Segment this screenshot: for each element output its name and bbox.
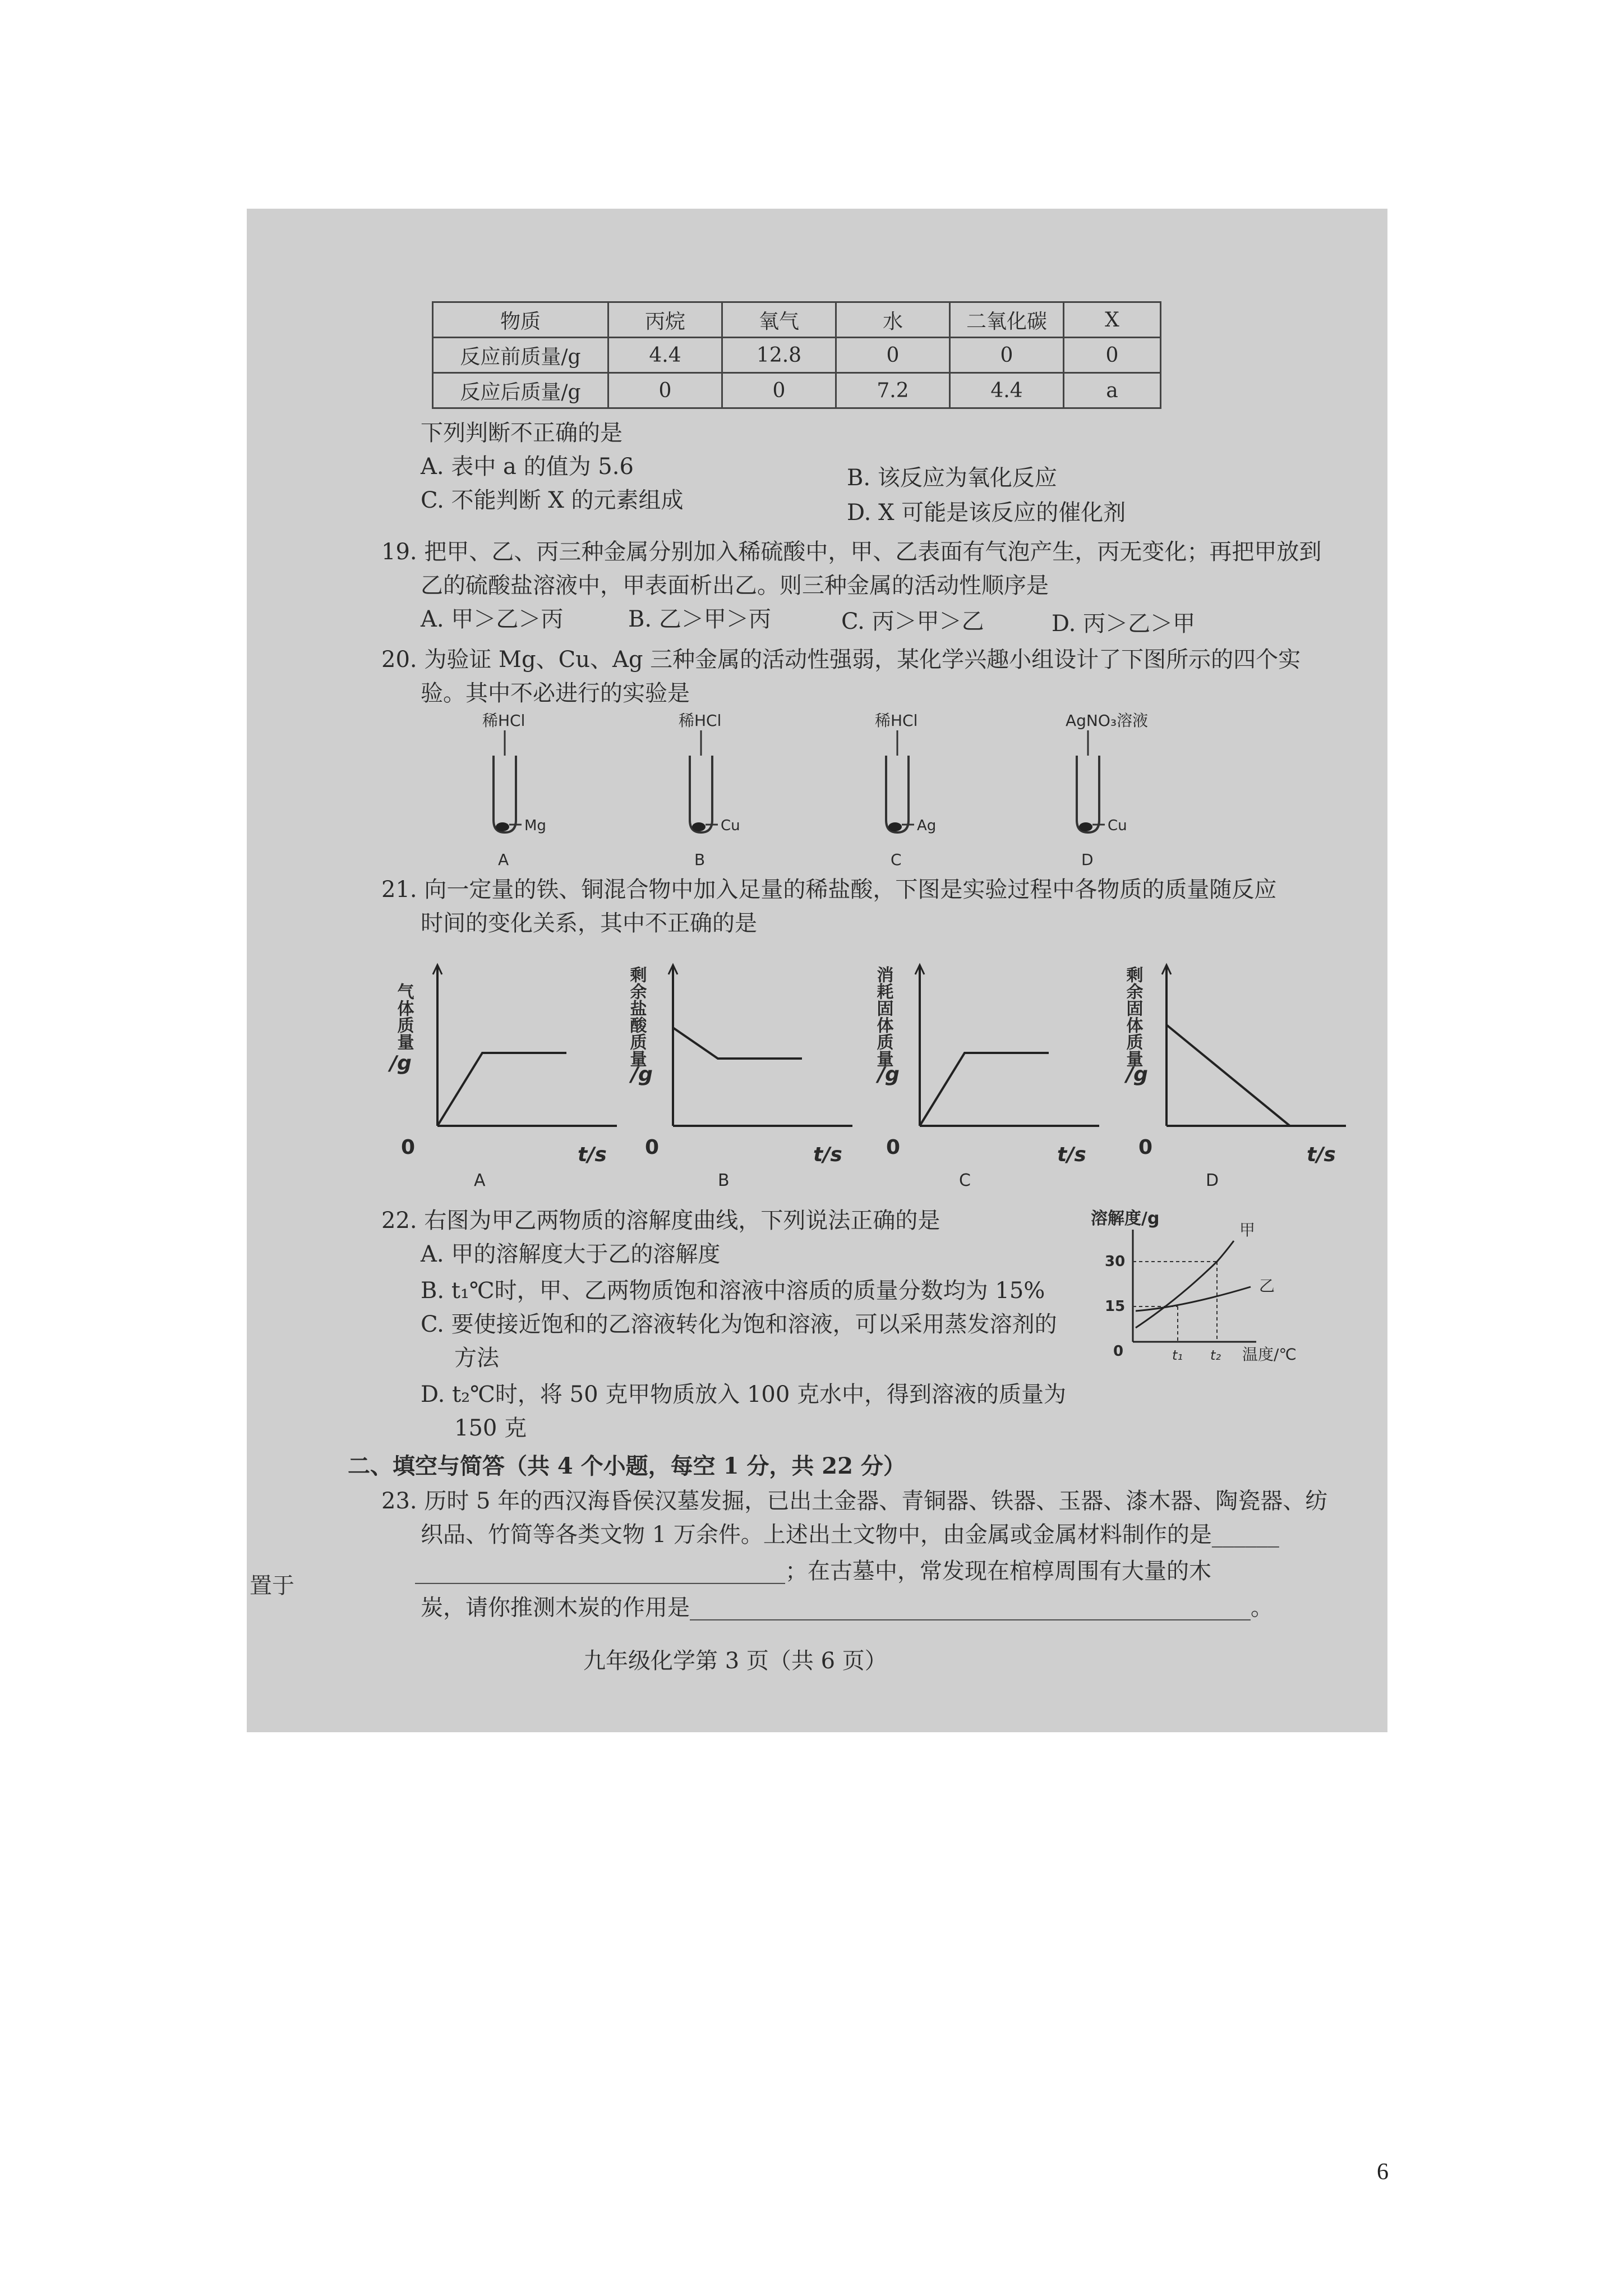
reagent-label: AgNO₃溶液 — [1066, 711, 1149, 730]
table-cell: 0 — [836, 338, 950, 373]
q22-option-c: C. 要使接近饱和的乙溶液转化为饱和溶液，可以采用蒸发溶剂的 — [421, 1312, 1057, 1337]
origin-label: 0 — [645, 1136, 660, 1159]
page-number: 6 — [1377, 2159, 1389, 2185]
metal-label: Mg — [524, 817, 546, 834]
metal-label: Ag — [917, 817, 937, 834]
q18-stem: 下列判断不正确的是 — [421, 420, 623, 446]
test-tube-c — [875, 711, 936, 869]
reagent-label: 稀HCl — [875, 711, 918, 730]
option-label: A — [498, 850, 509, 869]
q23-line3: _________________________________；在古墓中，常发现在棺椁周围有大量的木 — [415, 1558, 1211, 1584]
q18-option-a: A. 表中 a 的值为 5.6 — [421, 454, 634, 480]
q21-line1: 21. 向一定量的铁、铜混合物中加入足量的稀盐酸，下图是实验过程中各物质的质量随反应 — [381, 877, 1277, 903]
option-label: D — [1081, 850, 1094, 869]
table-row — [433, 373, 1161, 408]
graph-label: A — [474, 1171, 486, 1190]
graph-label: D — [1206, 1171, 1219, 1190]
origin-label: 0 — [886, 1136, 901, 1159]
q18-option-d: D. X 可能是该反应的催化剂 — [847, 500, 1126, 526]
q20-line1: 20. 为验证 Mg、Cu、Ag 三种金属的活动性强弱，某化学兴趣小组设计了下图所示的四个实 — [381, 647, 1301, 673]
x-axis-label: t/s — [578, 1143, 607, 1166]
q22-option-d: D. t₂℃时，将 50 克甲物质放入 100 克水中，得到溶液的质量为 — [421, 1382, 1067, 1407]
table-cell: 反应后质量/g — [433, 373, 608, 408]
q19-option-a: A. 甲＞乙＞丙 — [421, 606, 564, 632]
y-tick-30: 30 — [1105, 1253, 1126, 1270]
table-cell: a — [1064, 373, 1161, 408]
y-axis-unit: /g — [390, 1052, 412, 1075]
y-axis-label: 消耗固体质量 — [873, 966, 893, 1067]
table-header-row — [433, 302, 1161, 338]
y-axis-label: 气体质量 — [394, 983, 414, 1050]
q21-line2: 时间的变化关系，其中不正确的是 — [421, 910, 757, 936]
origin-label: 0 — [1113, 1343, 1124, 1360]
page-footer: 九年级化学第 3 页（共 6 页） — [583, 1648, 887, 1674]
q22-option-a: A. 甲的溶解度大于乙的溶解度 — [421, 1241, 721, 1267]
y-axis-unit: /g — [631, 1063, 653, 1086]
curve — [1166, 1025, 1290, 1126]
origin-label: 0 — [401, 1136, 416, 1159]
y-axis-unit: /g — [1126, 1063, 1148, 1086]
q18-option-b: B. 该反应为氧化反应 — [847, 465, 1057, 491]
series-yi-label: 乙 — [1259, 1277, 1275, 1295]
q22-option-c-cont: 方法 — [454, 1345, 499, 1371]
graph-d — [1123, 965, 1347, 1190]
origin-label: 0 — [1138, 1136, 1153, 1159]
metal-sample — [496, 822, 509, 831]
metal-label: Cu — [1108, 817, 1127, 834]
q22-solubility-chart — [1088, 1202, 1335, 1375]
curve — [920, 1053, 1049, 1126]
q22-option-b: B. t₁℃时，甲、乙两物质饱和溶液中溶质的质量分数均为 15% — [421, 1278, 1045, 1304]
metal-sample — [1079, 822, 1092, 831]
table-cell: 7.2 — [836, 373, 950, 408]
graph-label: B — [718, 1171, 730, 1190]
tube-outline — [886, 756, 909, 832]
curve — [673, 1028, 802, 1059]
q23-line1: 23. 历时 5 年的西汉海昏侯汉墓发掘，已出土金器、青铜器、铁器、玉器、漆木器、陶瓷器、纺 — [381, 1488, 1328, 1514]
tube-outline — [494, 756, 516, 832]
test-tube-a — [482, 711, 546, 869]
q23-line2: 织品、竹简等各类文物 1 万余件。上述出土文物中，由金属或金属材料制作的是______ — [421, 1522, 1279, 1548]
y-tick-15: 15 — [1105, 1298, 1126, 1315]
q22-stem: 22. 右图为甲乙两物质的溶解度曲线，下列说法正确的是 — [381, 1208, 940, 1234]
graph-label: C — [959, 1171, 971, 1190]
y-axis-label: 溶解度/g — [1091, 1209, 1160, 1228]
q19-option-d: D. 丙＞乙＞甲 — [1052, 611, 1196, 637]
q23-line4: 炭，请你推测木炭的作用是__________________________________________________。 — [421, 1595, 1273, 1621]
section2-title: 二、填空与简答（共 4 个小题，每空 1 分，共 22 分） — [348, 1453, 906, 1479]
y-axis-label: 剩余盐酸质量 — [626, 966, 647, 1067]
x-axis-label: 温度/℃ — [1242, 1345, 1297, 1364]
x-tick-t2: t₂ — [1210, 1347, 1221, 1363]
table-cell: 丙烷 — [608, 302, 722, 338]
curve — [437, 1053, 566, 1126]
x-tick-t1: t₁ — [1172, 1347, 1183, 1363]
table-cell: 0 — [608, 373, 722, 408]
series-jia-label: 甲 — [1239, 1221, 1256, 1239]
metal-sample — [692, 822, 706, 831]
option-label: B — [694, 850, 706, 869]
metal-label: Cu — [721, 817, 740, 834]
test-tube-d — [1066, 711, 1148, 869]
table-cell: 物质 — [433, 302, 608, 338]
q20-test-tubes — [460, 702, 1245, 904]
y-axis-label: 剩余固体质量 — [1123, 966, 1143, 1067]
table-cell: 0 — [722, 373, 836, 408]
table-cell: 水 — [836, 302, 950, 338]
tube-outline — [1077, 756, 1099, 832]
table-cell: 二氧化碳 — [950, 302, 1064, 338]
x-axis-label: t/s — [1057, 1143, 1086, 1166]
table-cell: 0 — [1064, 338, 1161, 373]
table-cell: 反应前质量/g — [433, 338, 608, 373]
table-row — [433, 338, 1161, 373]
metal-sample — [888, 822, 902, 831]
x-axis-label: t/s — [1307, 1143, 1336, 1166]
curve-yi — [1136, 1287, 1251, 1311]
q19-line1: 19. 把甲、乙、丙三种金属分别加入稀硫酸中，甲、乙表面有气泡产生，丙无变化；再把甲放到 — [381, 539, 1322, 565]
option-label: C — [891, 850, 902, 869]
q20-line2: 验。其中不必进行的实验是 — [421, 680, 690, 706]
q18-option-c: C. 不能判断 X 的元素组成 — [421, 487, 684, 513]
table-cell: 氧气 — [722, 302, 836, 338]
test-tube-b — [679, 711, 740, 869]
curve-jia — [1136, 1241, 1234, 1328]
q22-option-d-cont: 150 克 — [454, 1415, 527, 1441]
graph-a — [388, 965, 617, 1190]
table-cell: 12.8 — [722, 338, 836, 373]
q19-option-b: B. 乙＞甲＞丙 — [628, 606, 771, 632]
q21-graphs — [381, 944, 1387, 1202]
y-axis-unit: /g — [878, 1063, 900, 1086]
tube-outline — [690, 756, 712, 832]
graph-b — [627, 965, 853, 1190]
table-cell: X — [1064, 302, 1161, 338]
graph-c — [874, 965, 1100, 1190]
scanned-exam-page — [247, 209, 1387, 1732]
q19-option-c: C. 丙＞甲＞乙 — [841, 609, 984, 634]
mass-table — [432, 301, 1161, 409]
q19-line2: 乙的硫酸盐溶液中，甲表面析出乙。则三种金属的活动性顺序是 — [421, 573, 1049, 599]
x-axis-label: t/s — [813, 1143, 842, 1166]
reagent-label: 稀HCl — [679, 711, 722, 730]
table-cell: 4.4 — [608, 338, 722, 373]
reagent-label: 稀HCl — [482, 711, 525, 730]
table-cell: 4.4 — [950, 373, 1064, 408]
side-mark: 置于 — [250, 1573, 294, 1599]
table-cell: 0 — [950, 338, 1064, 373]
